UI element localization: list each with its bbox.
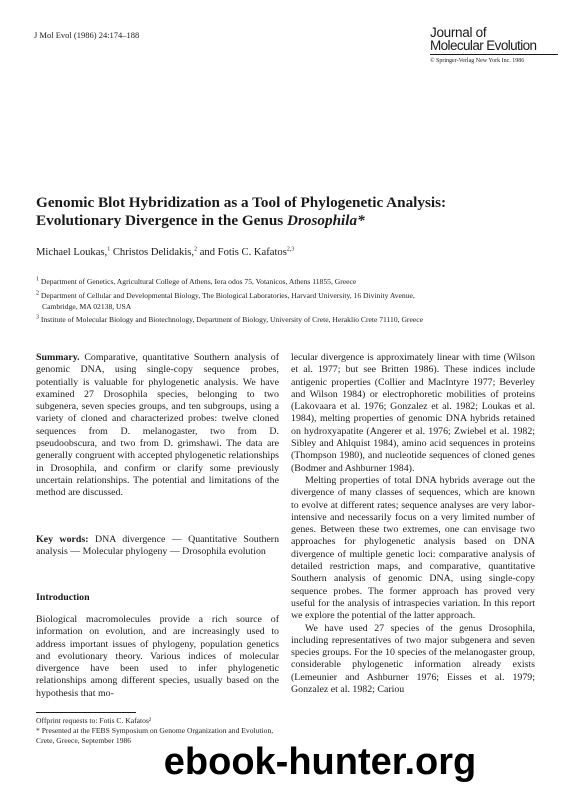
journal-citation: J Mol Evol (1986) 24:174–188 (34, 30, 140, 40)
introduction-text: Biological macromolecules provide a rich source of information on evolution, and are increasingly used to address important issues of phylogeny, population genetics and evolutionary theory. Various indices of molecular divergence have been used to infer phylogenetic relationships among different species, usually based on the hypothesis that mo- (36, 614, 279, 699)
affiliation-3-text: Institute of Molecular Biology and Biotechnology, Department of Biology, University of Crete, Heraklio Crete 71110, Greece (39, 315, 423, 324)
journal-logo-line1: Journal of (430, 25, 487, 40)
author-1-affil-mark: 1 (107, 246, 111, 253)
author-3-name: and Fotis C. Kafatos (197, 247, 287, 258)
affiliation-2-continued: Cambridge, MA 02138, USA (42, 302, 132, 311)
right-paragraph-2: Melting properties of total DNA hybrids average out the divergence of many classes of sequences, which are known to evolve at different rates; sequence analyses are very labor-intensive and necessarily focus on a very limited number of genes. Between these two extremes, one can envisage two approaches for phylogenetic analysis based on DNA divergence of multiple genetic loci: comparative analysis of detailed restriction maps, and comparative, quantitative Southern analysis of genomic DNA, using single-copy sequence probes. The former approach has proved very useful for the analysis of intraspecies variation. In this report we explore the potential of the latter approach. (291, 474, 535, 622)
author-3-affil-mark: 2,3 (286, 246, 295, 253)
section-heading-introduction: Introduction (36, 592, 90, 603)
affiliation-2-mark: 2 (36, 290, 39, 297)
author-2-name: Christos Delidakis, (110, 247, 195, 258)
title-line-1: Genomic Blot Hybridization as a Tool of Phylogenetic Analysis: (36, 194, 447, 211)
journal-logo-line2: Molecular Evolution (430, 38, 537, 53)
affiliation-3 (36, 315, 556, 326)
watermark-text: ebook-hunter.org (163, 741, 477, 783)
affiliation-2 (36, 291, 556, 302)
affiliation-2-text: Department of Cellular and Developmental Biology, The Biological Laboratories, Harvard University, 16 Divinity Avenue, (39, 291, 415, 300)
author-list (36, 247, 294, 258)
affiliation-1-text: Department of Genetics, Agricultural College of Athens, Iera odos 75, Votanicos, Athens 11855, Greece (39, 277, 357, 286)
introduction-paragraph (36, 614, 279, 700)
affiliation-1-mark: 1 (36, 276, 39, 283)
right-paragraph-3: We have used 27 species of the genus Drosophila, including representatives of two major subgenera and seven species groups. For the 10 species of the melanogaster group, considerable phylogenetic information already exists (Lemeunier and Ashburner 1976; Eisses et al. 1979; Gonzalez et al. 1982; Cariou (291, 622, 535, 696)
footnote-rule (36, 712, 136, 713)
author-2-affil-mark: 2 (194, 246, 198, 253)
right-paragraph-1: lecular divergence is approximately linear with time (Wilson et al. 1977; but see Britten 1986). These indices include antigenic properties (Collier and MacIntyre 1977; Beverley and Wilson 1984) or electrophoretic mobilities of proteins (Lakovaara et al. 1976; Gonzalez et al. 1982; Loukas et al. 1984), melting properties of genomic DNA hybrids retained on hydroxyapatite (Angerer et al. 1976; Zwiebel et al. 1982; Sibley and Ahlquist 1984), amino acid sequences in proteins (Thompson 1980), and nucleotide sequences of cloned genes (Bodmer and Ashburner 1984). (291, 352, 535, 474)
watermark (70, 740, 570, 787)
summary-label: Summary. (36, 352, 80, 363)
journal-logo (430, 26, 562, 64)
title-line-2-text: Evolutionary Divergence in the Genus (36, 212, 288, 229)
right-column (291, 352, 535, 696)
affiliation-1 (36, 277, 556, 288)
footnote-offprint: Offprint requests to: Fotis C. Kafatos² (36, 716, 152, 725)
title-genus-italic: Drosophila* (287, 212, 365, 229)
keywords-label: Key words: (36, 534, 89, 545)
article-title (36, 194, 536, 230)
keywords-paragraph (36, 534, 279, 559)
affiliation-3-mark: 3 (36, 314, 39, 321)
summary-text: Comparative, quantitative Southern analysis of genomic DNA, using single-copy sequence probes, potentially is valuable for phylogenetic analysis. We have examined 27 Drosophila species, belonging to two subgenera, seven species groups, and ten subgroups, using a variety of cloned and characterized probes: twelve cloned sequences from D. melanogaster, two from D. pseudoobscura, and two from D. grimshawi. The data are generally congruent with accepted phylogenetic relationships in Drosophila, and confirm or clarify some previously uncertain relationships. The potential and limitations of the method are discussed. (36, 352, 279, 499)
author-1-name: Michael Loukas, (36, 247, 108, 258)
summary-paragraph (36, 352, 279, 500)
keywords-text: DNA divergence — Quantitative Southern analysis — Molecular phylogeny — Drosophila evolution (36, 534, 280, 558)
title-line-2 (36, 212, 536, 230)
publisher-copyright: © Springer-Verlag New York Inc. 1986 (430, 58, 525, 64)
footnote-presented: * Presented at the FEBS Symposium on Genome Organization and Evolution, Crete, Greece, September 1986 (36, 726, 274, 745)
journal-logo-rule (430, 54, 558, 55)
